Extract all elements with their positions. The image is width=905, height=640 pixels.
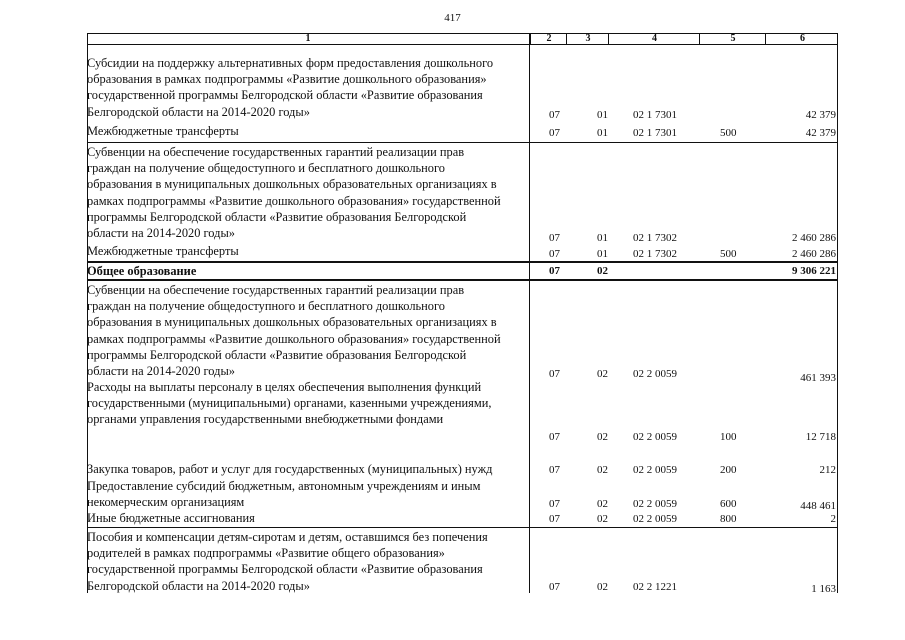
row-vr: 600 bbox=[720, 498, 737, 510]
row-sum: 212 bbox=[819, 464, 836, 476]
row-csr: 02 1 7301 bbox=[633, 127, 677, 139]
row-csr: 02 2 0059 bbox=[633, 464, 677, 476]
row-csr: 02 1 7302 bbox=[633, 248, 677, 260]
row-csr: 02 2 0059 bbox=[633, 368, 677, 380]
row-razdel: 07 bbox=[549, 464, 560, 476]
row-vr: 500 bbox=[720, 127, 737, 139]
row-divider bbox=[87, 142, 838, 143]
row-podrazdel: 01 bbox=[597, 127, 608, 139]
row-description: Расходы на выплаты персоналу в целях обеспечения выполнения функций государственными (муниципальными) органами, казенными учреждениями, органами управления государственными внебюджетными фондами bbox=[87, 380, 492, 427]
row-description: Пособия и компенсации детям-сиротам и детям, оставшимся без попечения родителей в рамках подпрограммы «Развитие общего образования» государственной программы Белгородской области «Развитие образования Белгородской области на 2014-2020 годы» bbox=[87, 530, 488, 593]
row-sum: 2 bbox=[830, 513, 836, 525]
row-razdel: 07 bbox=[549, 109, 560, 121]
row-divider bbox=[87, 279, 838, 281]
row-podrazdel: 01 bbox=[597, 248, 608, 260]
row-description: Субсидии на поддержку альтернативных форм предоставления дошкольного образования в рамках подпрограммы «Развитие дошкольного образования» государственной программы Белгородской области «Развитие образования Белгородской области на 2014-2020 годы» bbox=[87, 56, 494, 119]
row-razdel: 07 bbox=[549, 248, 560, 260]
row-sum: 448 461 bbox=[800, 500, 836, 512]
row-sum: 42 379 bbox=[805, 127, 836, 139]
page-number: 417 bbox=[444, 12, 461, 24]
row-description: Предоставление субсидий бюджетным, автономным учреждениям и иным некомерческим организациям bbox=[87, 479, 481, 510]
row-razdel: 07 bbox=[549, 513, 560, 525]
col-rule-2 bbox=[529, 33, 530, 593]
row-divider bbox=[87, 527, 838, 528]
row-csr: 02 1 7302 bbox=[633, 232, 677, 244]
row-podrazdel: 02 bbox=[597, 431, 608, 443]
row-razdel: 07 bbox=[549, 232, 560, 244]
row-description: Межбюджетные трансферты bbox=[87, 244, 239, 258]
row-description: Иные бюджетные ассигнования bbox=[87, 511, 255, 525]
row-sum: 9 306 221 bbox=[792, 265, 836, 277]
row-description: Межбюджетные трансферты bbox=[87, 124, 239, 138]
row-csr: 02 1 7301 bbox=[633, 109, 677, 121]
table-header bbox=[87, 33, 838, 45]
header-col-5: 5 bbox=[699, 34, 766, 44]
row-podrazdel: 02 bbox=[597, 464, 608, 476]
row-podrazdel: 02 bbox=[597, 513, 608, 525]
row-podrazdel: 01 bbox=[597, 232, 608, 244]
row-razdel: 07 bbox=[549, 265, 560, 277]
header-col-4: 4 bbox=[608, 34, 700, 44]
row-csr: 02 2 0059 bbox=[633, 498, 677, 510]
row-description: Субвенции на обеспечение государственных гарантий реализации прав граждан на получение общедоступного и бесплатного дошкольного образования в муниципальных дошкольных образовательных организациях в рамках подпрограммы «Развитие дошкольного образования» государственной программы Белгородской области «Развитие образования Белгородской области на 2014-2020 годы» bbox=[87, 145, 501, 241]
header-col-2: 2 bbox=[530, 34, 567, 44]
row-razdel: 07 bbox=[549, 127, 560, 139]
row-podrazdel: 02 bbox=[597, 265, 608, 277]
row-description: Общее образование bbox=[87, 264, 197, 278]
row-sum: 461 393 bbox=[800, 372, 836, 384]
row-description: Субвенции на обеспечение государственных гарантий реализации прав граждан на получение общедоступного и бесплатного дошкольного образования в муниципальных дошкольных образовательных организациях в рамках подпрограммы «Развитие дошкольного образования» государственной программы Белгородской области «Развитие образования Белгородской области на 2014-2020 годы» bbox=[87, 283, 501, 379]
col-rule-right bbox=[837, 33, 838, 593]
row-csr: 02 2 0059 bbox=[633, 513, 677, 525]
row-sum: 2 460 286 bbox=[792, 248, 836, 260]
row-razdel: 07 bbox=[549, 368, 560, 380]
row-sum: 42 379 bbox=[805, 109, 836, 121]
row-csr: 02 2 0059 bbox=[633, 431, 677, 443]
row-vr: 100 bbox=[720, 431, 737, 443]
header-col-6: 6 bbox=[765, 34, 839, 44]
row-sum: 1 163 bbox=[811, 583, 836, 595]
header-col-1: 1 bbox=[305, 33, 311, 44]
row-podrazdel: 01 bbox=[597, 109, 608, 121]
row-razdel: 07 bbox=[549, 431, 560, 443]
row-razdel: 07 bbox=[549, 581, 560, 593]
row-sum: 2 460 286 bbox=[792, 232, 836, 244]
row-csr: 02 2 1221 bbox=[633, 581, 677, 593]
row-razdel: 07 bbox=[549, 498, 560, 510]
row-vr: 200 bbox=[720, 464, 737, 476]
header-col-3: 3 bbox=[566, 34, 609, 44]
row-podrazdel: 02 bbox=[597, 581, 608, 593]
row-vr: 800 bbox=[720, 513, 737, 525]
row-description: Закупка товаров, работ и услуг для государственных (муниципальных) нужд bbox=[87, 462, 493, 476]
row-vr: 500 bbox=[720, 248, 737, 260]
row-podrazdel: 02 bbox=[597, 498, 608, 510]
row-sum: 12 718 bbox=[805, 431, 836, 443]
row-podrazdel: 02 bbox=[597, 368, 608, 380]
